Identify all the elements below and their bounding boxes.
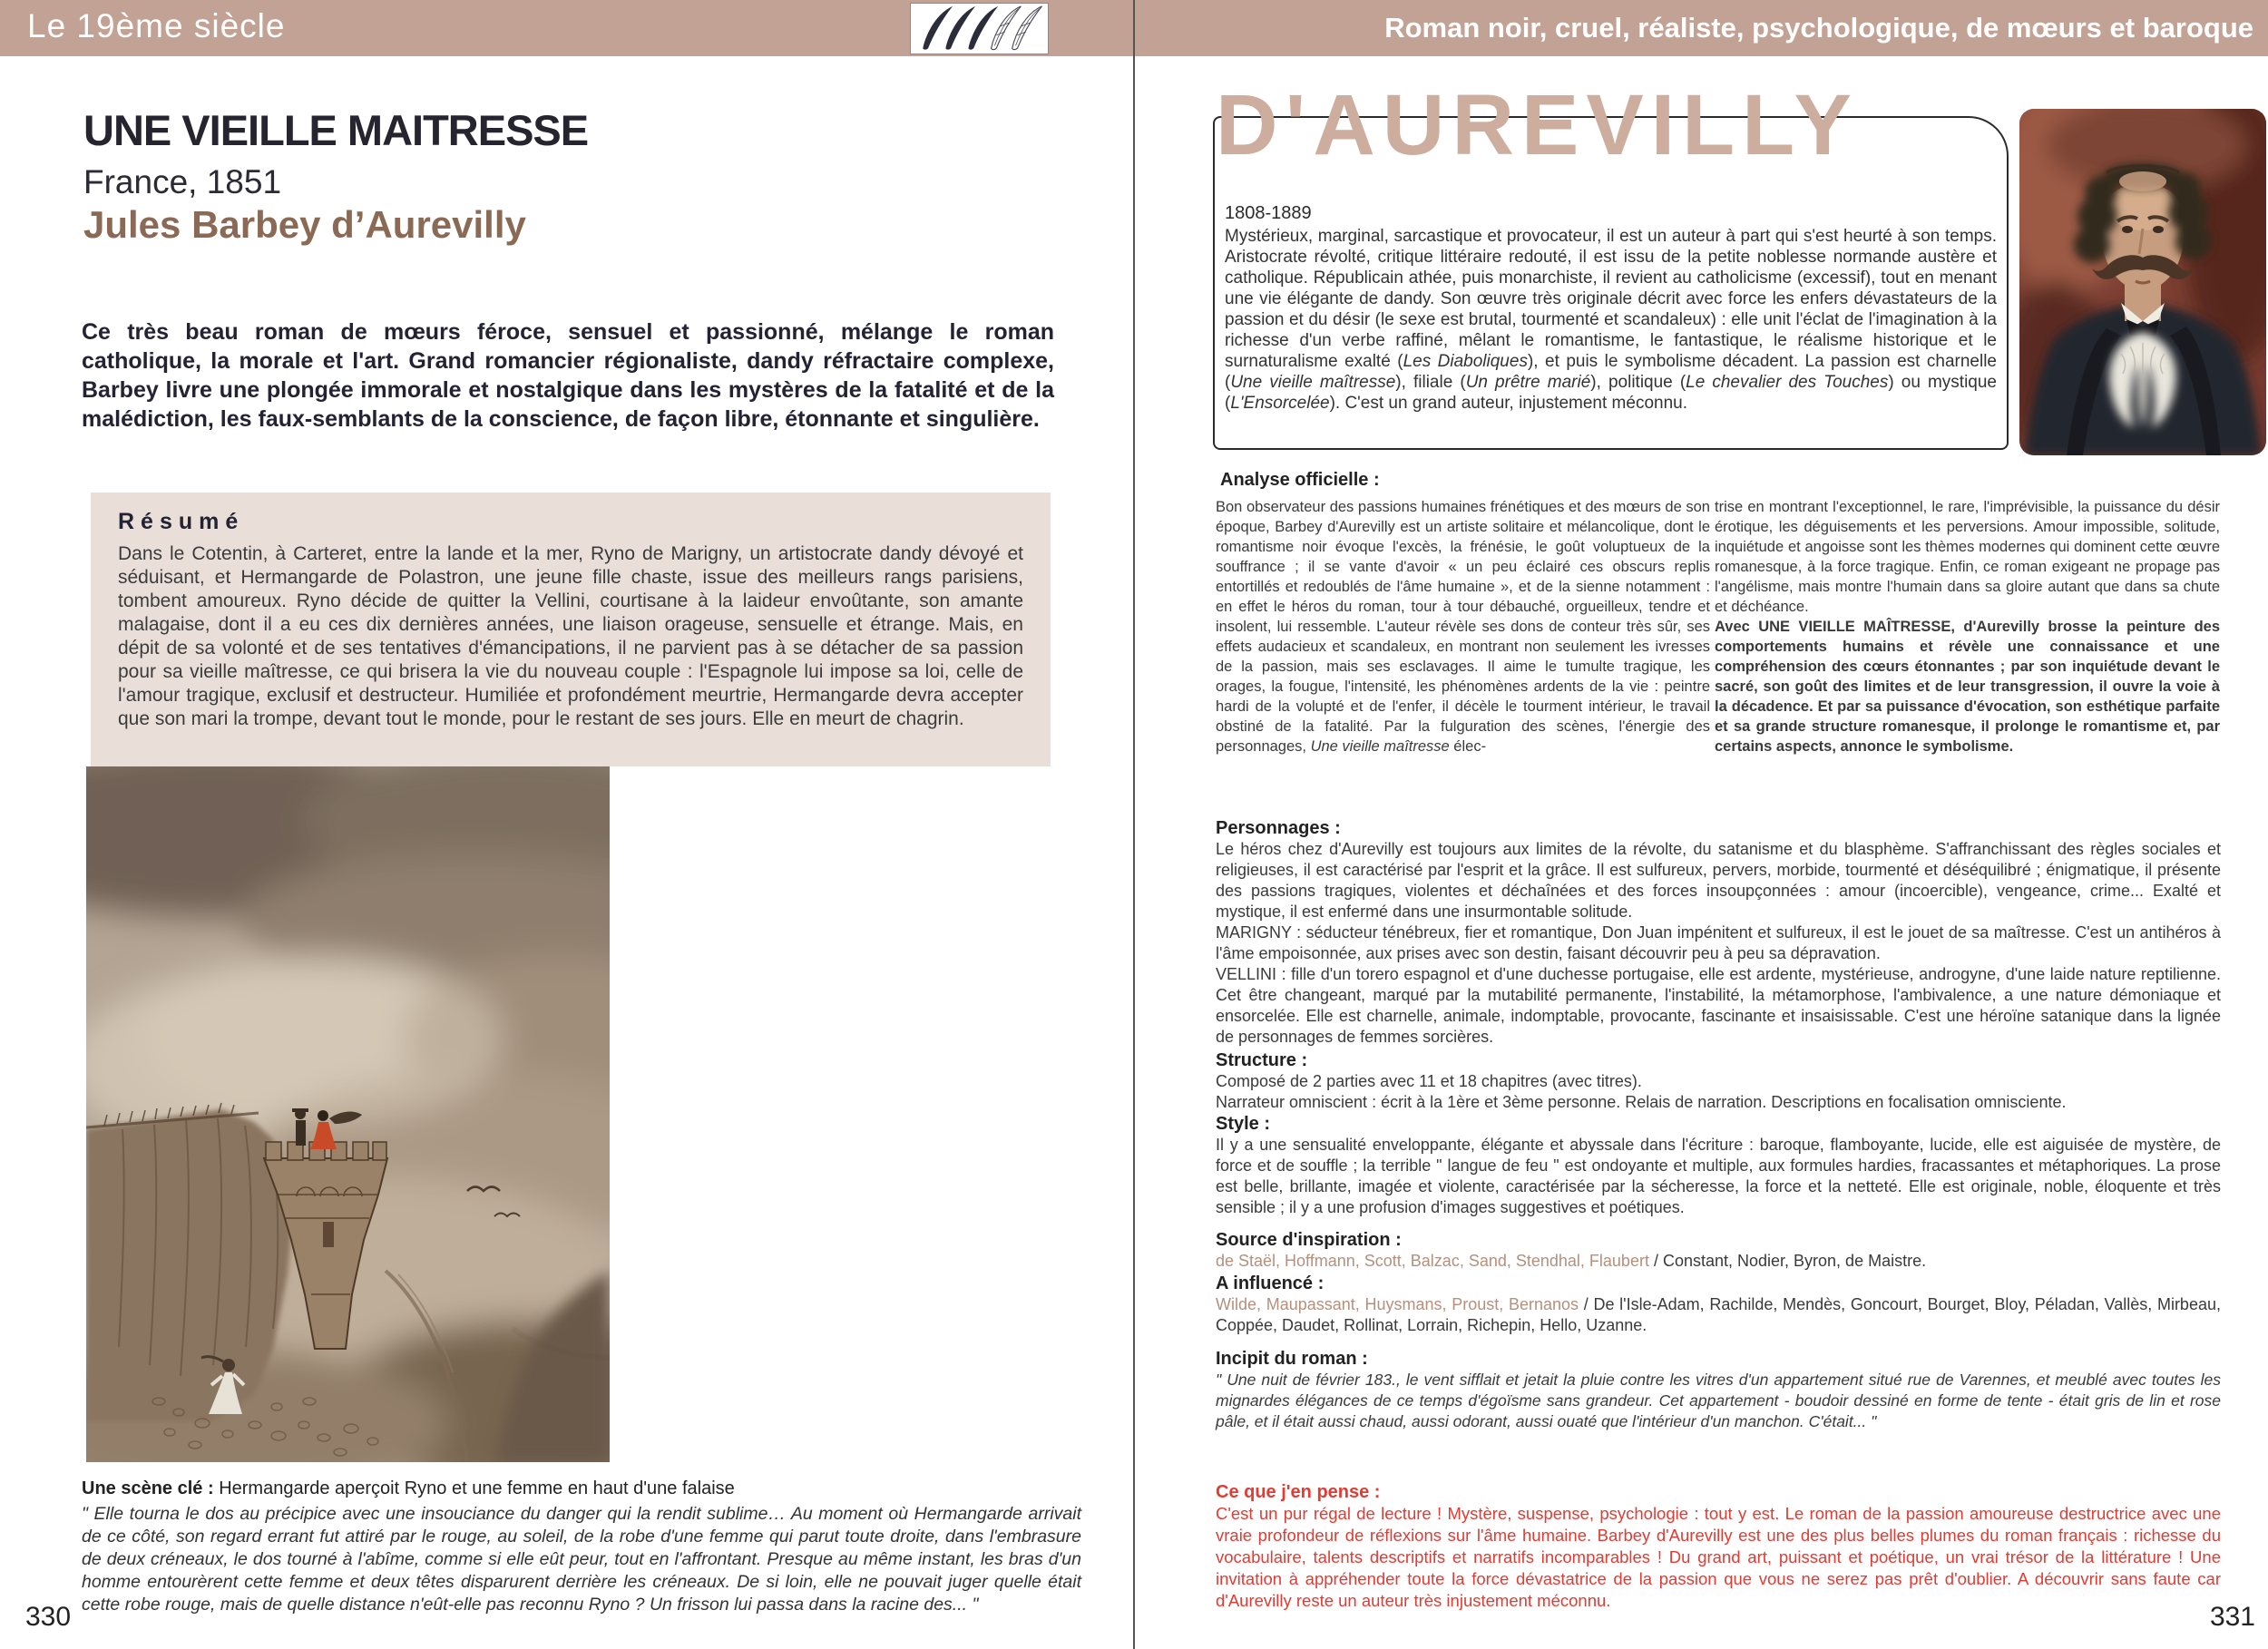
analyse-column-2 [1715, 497, 2220, 756]
personnages-paragraph: VELLINI : fille d'un torero espagnol et d'une duchesse portugaise, elle est ardente, mystérieuse, androgyne, d'une laide nature reptilienne. Cet être changeant, marqué par la mutabilité permanente, l'instabilité, la métamorphose, l'ambivalence, a une nature démoniaque et ensorcelée. Elle est charnelle, animale, indomptable, provocante, fascinante et insaisissable. C'est une héroïne satanique dans la lignée de personnages de femmes sorcières. [1216, 965, 2221, 1046]
key-scene-quote: " Elle tourna le dos au précipice avec une insouciance du danger qui la rendit sublime… Au moment où Hermangarde arrivait de ce côté, son regard errant fut attiré par le rouge, au soleil, de la robe d'une femme qui parut toute droite, dans l'embrasure de deux créneaux, le dos tourné à l'abîme, comme si elle eût peur, tout en l'affrontant. Presque au même instant, les bras d'un homme entourèrent cette femme et deux têtes disparurent derrière les créneaux. De si loin, elle ne pouvait juger quelle était cette robe rouge, mais de quelle distance n'eût-elle pas reconnu Ryno ? Un frisson lui passa dans la racine des... " [82, 1504, 1081, 1615]
resume-text: Dans le Cotentin, à Carteret, entre la lande et la mer, Ryno de Marigny, un artistocrate dandy dévoyé et séduisant, et Hermangarde de Polastron, une jeune fille chaste, issue des meilleurs rangs parisiens, tombent amoureux. Ryno décide de quitter la Vellini, courtisane à la laideur envoûtante, son amante malagaise, dont il a eu ces dix dernières années, une liaison orageuse, sensuelle et étrange. Mais, en dépit de sa volonté et de ses tentatives d'émancipations, il ne parvient pas à se détacher de sa passion pour sa vieille maîtresse, ce qui brisera la vie du nouveau couple : l'Espagnole lui impose sa loi, celle de l'amour tragique, exclusif et destructeur. Humiliée et profondément meurtrie, Hermangarde devra accepter que son mari la trompe, devant tout le monde, pour le restant de ses jours. Elle en meurt de chagrin. [118, 543, 1023, 729]
analyse-column-1 [1216, 497, 1710, 756]
quill-feathers-icon [910, 3, 1049, 54]
author-bio [1225, 203, 1997, 414]
structure-section [1216, 1050, 2221, 1113]
style-heading: Style : [1216, 1114, 1271, 1134]
personnages-paragraph: Le héros chez d'Aurevilly est toujours aux limites de la révolte, du satanisme et du blasphème. S'affranchissant des règles sociales et religieuses, il est caractérisé par l'esprit et la grâce. Il est sulfureux, pervers, morbide, tourmenté et déséquilibré ; énigmatique, il présente des passions tragiques, violentes et déchaînées et des forces insoupçonnées : amour (incoercible), vengeance, crime... Exalté et mystique, il est enfermé dans une insurmontable solitude. [1216, 840, 2221, 921]
source-heading: Source d'inspiration : [1216, 1230, 1402, 1250]
author-bio-text: Mystérieux, marginal, sarcastique et provocateur, il est un auteur à part qui s'est heurté à son temps. Aristocrate révolté, critique littéraire redouté, il est issu de la petite noblesse normande austère et catholique. Républicain athée, puis monarchiste, il revient au catholicisme (excessif), tout en menant une vie élégante de dandy. Son œuvre très originale décrit avec force les enfers dévastateurs de la passion et du désir (le sexe est brutal, tourmenté et scandaleux) : elle unit l'éclat de l'imagination à la richesse d'un verbe raffiné, mêlant le romantisme, le fantastique, le réalisme historique et le surnaturalisme exalté (Les Diaboliques), et puis le symbolisme décadent. La passion est charnelle (Une vieille maîtresse), filiale (Un prêtre marié), politique (Le chevalier des Touches) ou mystique (L'Ensorcelée). C'est un grand auteur, injustement méconnu. [1225, 227, 1998, 413]
page-gutter-divider [1133, 0, 1135, 1649]
personnages-section [1216, 818, 2221, 1048]
key-scene-caption: Une scène clé : Hermangarde aperçoit Ryno et une femme en haut d'une falaise [82, 1478, 735, 1498]
source-section [1216, 1230, 2221, 1272]
structure-line: Narrateur omniscient : écrit à la 1ère et 3ème personne. Relais de narration. Descriptions en focalisation omnisciente. [1216, 1093, 2067, 1111]
analyse-col2-highlight: Avec UNE VIEILLE MAÎTRESSE, d'Aurevilly brosse la peinture des comportements humains et révèle une connaissance et une compréhension des cœurs étonnantes ; par son inquiétude devant le sacré, son goût des limites et de leur transgression, il ouvre la voie à la décadence. Et par sa puissance d'évocation, son esthétique parfaite et sa grande structure romanesque, il prolonge le romantisme et, par certains aspects, annonce le symbolisme. [1715, 619, 2220, 755]
country-year: France, 1851 [83, 163, 282, 200]
resume-heading: Résumé [118, 509, 245, 534]
opinion-section [1216, 1482, 2221, 1612]
author-portrait [2019, 109, 2266, 455]
author-years: 1808-1889 [1225, 203, 1312, 223]
author-name: Jules Barbey d’Aurevilly [83, 203, 526, 246]
structure-heading: Structure : [1216, 1050, 1308, 1070]
influence-text: Wilde, Maupassant, Huysmans, Proust, Bernanos / De l'Isle-Adam, Rachilde, Mendès, Goncourt, Bourget, Bloy, Péladan, Vallès, Mirbeau, Coppée, Daudet, Rollinat, Lorrain, Richepin, Hello, Uzanne. [1216, 1295, 2221, 1334]
structure-line: Composé de 2 parties avec 11 et 18 chapitres (avec titres). [1216, 1072, 1642, 1090]
source-text: de Staël, Hoffmann, Scott, Balzac, Sand, Stendhal, Flaubert / Constant, Nodier, Byron, de Maistre. [1216, 1252, 1927, 1270]
analyse-heading: Analyse officielle : [1220, 470, 1380, 490]
resume-box [91, 493, 1051, 766]
book-title: UNE VIEILLE MAITRESSE [83, 106, 589, 154]
page-number-right: 331 [2209, 1602, 2255, 1632]
influence-section [1216, 1273, 2221, 1336]
key-scene-block [82, 1478, 1081, 1616]
incipit-heading: Incipit du roman : [1216, 1349, 1368, 1369]
incipit-section [1216, 1349, 2221, 1432]
personnages-paragraph: MARIGNY : séducteur ténébreux, fier et romantique, Don Juan impénitent et sulfureux, il est le jouet de sa maîtresse. C'est un antihéros à l'âme empoisonnée, aux prises avec son destin, faisant découvrir peu à peu sa dépravation. [1216, 923, 2221, 962]
page-number-left: 330 [25, 1602, 72, 1632]
style-section [1216, 1114, 2221, 1218]
style-text: Il y a une sensualité enveloppante, élégante et abyssale dans l'écriture : baroque, flamboyante, lucide, elle est aiguisée de mystère, de force et de souffle ; la terrible " langue de feu " est ondoyante et multiple, aux formules hardies, fracassantes et métaphoriques. La prose est belle, brillante, imagée et violente, caractérisée par la sécheresse, la force et la netteté. Elle est originale, noble, éloquente et très sensible ; il y a une profusion d'images suggestives et poétiques. [1216, 1136, 2221, 1216]
personnages-heading: Personnages : [1216, 818, 1341, 838]
author-display-name: D'AUREVILLY [1216, 77, 1859, 173]
incipit-quote: " Une nuit de février 183., le vent sifflait et jetait la pluie contre les vitres d'un appartement situé rue de Varennes, et meublé avec toutes les mignardes élégances de ce temps d'égoïsme sans grandeur. Cet appartement - boudoir dessiné en forme de tente - était gris de lin et rose pâle, et il était aussi chaud, aussi odorant, aussi ouaté que l'intérieur d'un manchon. C'était... " [1216, 1371, 2221, 1430]
era-label: Le 19ème siècle [27, 7, 286, 44]
analyse-col1-text: Bon observateur des passions humaines frénétiques et des mœurs de son époque, Barbey d'Aurevilly est un artiste solitaire et mélancolique, dont le romantisme noir évoque l'excès, la frénésie, le goût voluptueux de la souffrance ; il se vante d'avoir « un peu éclairé ces obscurs replis entortillés et redoublés de l'âme humaine », et de la sienne notamment : en effet le héros du roman, tour à tour débauché, orgueilleux, tendre et insolent, lui ressemble. L'auteur révèle ses dons de conteur très sûr, ses effets audacieux et scandaleux, en montrant non seulement les ivresses de la passion, mais ses esclavages. Il aime le tumulte tragique, les orages, la fougue, l'intensité, les phénomènes ardents de la vie : peintre hardi de la volupté et de l'enfer, il décèle le tourment intérieur, le travail obstiné de la fatalité. Par la fulguration des scènes, l'énergie des personnages, Une vieille maîtresse élec- [1216, 499, 1710, 755]
intro-paragraph: Ce très beau roman de mœurs féroce, sensuel et passionné, mélange le roman catholique, la morale et l'art. Grand romancier régionaliste, dandy réfractaire complexe, Barbey livre une plongée immorale et nostalgique dans les mystères de la fatalité et de la malédiction, les faux-semblants de la conscience, de façon libre, étonnante et singulière. [82, 319, 1054, 432]
influence-heading: A influencé : [1216, 1273, 1325, 1293]
opinion-text: C'est un pur régal de lecture ! Mystère, suspense, psychologie : tout y est. Le roman de la passion amoureuse destructrice avec une vraie profondeur de réflexions sur l'âme humaine. Barbey d'Aurevilly est une des plus belles plumes du roman français : richesse du vocabulaire, talents descriptifs et narratifs incomparables ! Du grand art, puissant et poétique, un vrai trésor de la littérature ! Une invitation à appréhender toute la force dévastatrice de la passion que vous ne serez pas prêt d'oublier. A découvrir sans faute car d'Aurevilly reste un auteur très injustement méconnu. [1216, 1504, 2221, 1610]
cliff-scene-illustration [86, 766, 610, 1462]
genre-label: Roman noir, cruel, réaliste, psychologique, de mœurs et baroque [1384, 12, 2253, 44]
analyse-col2-text: trise en montrant l'exceptionnel, le rare, l'imprévisible, la puissance du désir érotique, les déguisements et les perversions. Amour impossible, solitude, inquiétude et angoisse sont les thèmes modernes qui dominent cette œuvre romanesque, à la force tragique. Enfin, ce roman exigeant ne propage pas l'angélisme, mais montre l'humain dans sa gloire autant que dans sa chute et déchéance. [1715, 499, 2220, 615]
opinion-heading: Ce que j'en pense : [1216, 1482, 1381, 1502]
